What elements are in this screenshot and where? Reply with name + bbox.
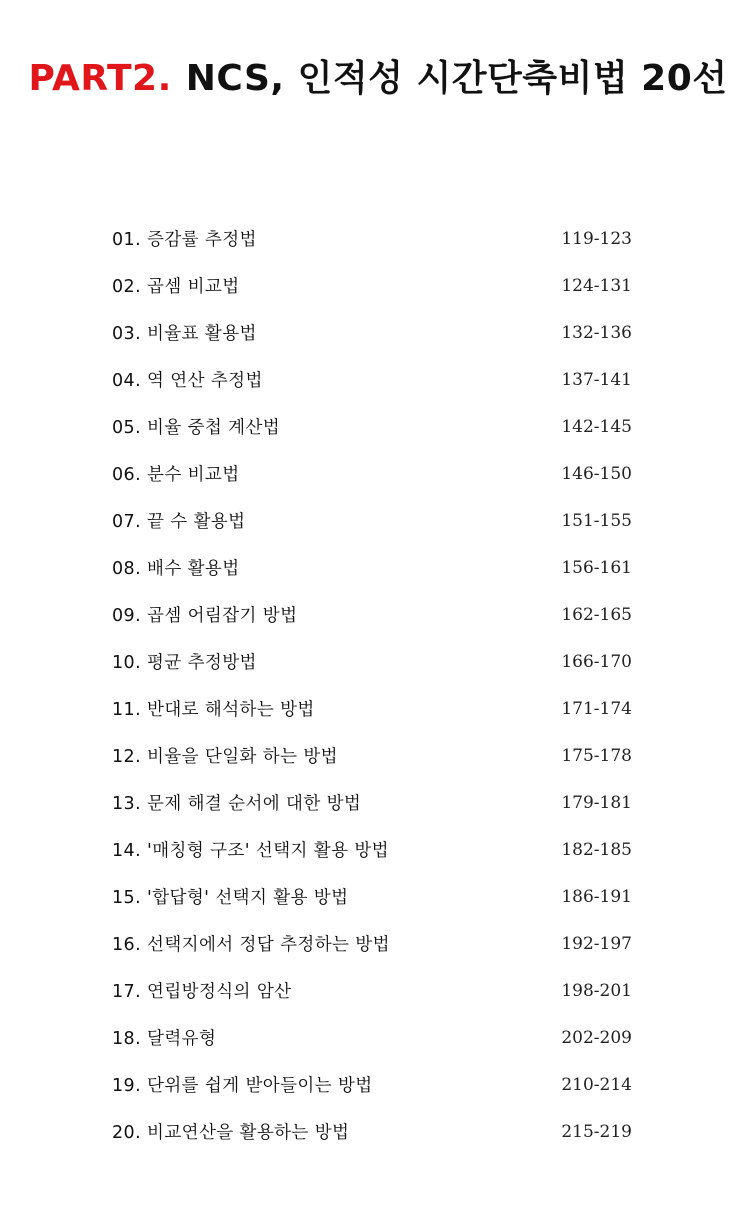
- toc-entry-title: 비율을 단일화 하는 방법: [147, 747, 338, 767]
- toc-entry-number: 12.: [112, 747, 142, 767]
- toc-entry-title: 배수 활용법: [147, 559, 240, 579]
- toc-entry-label: [112, 931, 390, 956]
- toc-entry-title: 문제 해결 순서에 대한 방법: [147, 794, 362, 814]
- toc-entry-pages: 182-185: [561, 839, 632, 860]
- toc-entry-number: 11.: [112, 700, 142, 720]
- toc-entry-number: 08.: [112, 559, 142, 579]
- toc-entry-pages: 146-150: [561, 463, 632, 484]
- toc-entry-number: 17.: [112, 982, 142, 1002]
- toc-entry-label: [112, 837, 389, 862]
- toc-row: [112, 920, 632, 967]
- part-label: PART2.: [28, 58, 172, 99]
- toc-entry-title: 비교연산을 활용하는 방법: [147, 1123, 350, 1143]
- toc-entry-number: 13.: [112, 794, 142, 814]
- toc-entry-title: 비율 중첩 계산법: [147, 418, 281, 438]
- toc-entry-title: 단위를 쉽게 받아들이는 방법: [147, 1076, 373, 1096]
- toc-entry-number: 16.: [112, 935, 142, 955]
- toc-row: [112, 638, 632, 685]
- toc-entry-label: [112, 461, 240, 486]
- toc-entry-pages: 166-170: [561, 651, 632, 672]
- toc-row: [112, 215, 632, 262]
- toc-entry-title: 역 연산 추정법: [147, 371, 263, 391]
- toc-entry-number: 07.: [112, 512, 142, 532]
- toc-entry-number: 19.: [112, 1076, 142, 1096]
- toc-row: [112, 544, 632, 591]
- toc-row: [112, 1061, 632, 1108]
- toc-entry-number: 04.: [112, 371, 142, 391]
- title-text: NCS, 인적성 시간단축비법 20선: [185, 58, 728, 99]
- toc-entry-pages: 156-161: [561, 557, 632, 578]
- toc-row: [112, 356, 632, 403]
- toc-entry-label: [112, 1119, 349, 1144]
- toc-entry-label: [112, 320, 257, 345]
- toc-entry-title: 평균 추정방법: [147, 653, 257, 673]
- toc-entry-number: 09.: [112, 606, 142, 626]
- toc-row: [112, 1108, 632, 1155]
- toc-entry-title: 선택지에서 정답 추정하는 방법: [147, 935, 390, 955]
- toc-entry-title: 증감률 추정법: [147, 230, 257, 250]
- toc-entry-title: '합답형' 선택지 활용 방법: [147, 888, 349, 908]
- toc-entry-pages: 175-178: [561, 745, 632, 766]
- toc-entry-number: 18.: [112, 1029, 142, 1049]
- toc-entry-pages: 124-131: [561, 275, 632, 296]
- toc-entry-pages: 151-155: [561, 510, 632, 531]
- toc-entry-pages: 202-209: [561, 1027, 632, 1048]
- toc-row: [112, 685, 632, 732]
- toc-entry-number: 02.: [112, 277, 142, 297]
- toc-entry-label: [112, 508, 245, 533]
- toc-entry-label: [112, 1025, 216, 1050]
- toc-entry-title: '매칭형 구조' 선택지 활용 방법: [147, 841, 389, 861]
- toc-entry-title: 곱셈 어림잡기 방법: [147, 606, 298, 626]
- toc-row: [112, 309, 632, 356]
- toc-entry-pages: 162-165: [561, 604, 632, 625]
- toc-entry-label: [112, 978, 291, 1003]
- toc-row: [112, 826, 632, 873]
- toc-row: [112, 591, 632, 638]
- toc-entry-number: 15.: [112, 888, 142, 908]
- toc-entry-title: 반대로 해석하는 방법: [147, 700, 315, 720]
- toc-row: [112, 403, 632, 450]
- toc-row: [112, 497, 632, 544]
- toc-entry-pages: 210-214: [561, 1074, 632, 1095]
- toc-entry-pages: 192-197: [561, 933, 632, 954]
- toc-entry-number: 05.: [112, 418, 142, 438]
- toc-entry-number: 01.: [112, 230, 142, 250]
- toc-entry-title: 연립방정식의 암산: [147, 982, 292, 1002]
- toc-entry-pages: 132-136: [561, 322, 632, 343]
- toc-entry-label: [112, 790, 361, 815]
- toc-entry-label: [112, 602, 297, 627]
- toc-row: [112, 779, 632, 826]
- toc-entry-title: 분수 비교법: [147, 465, 240, 485]
- toc-row: [112, 732, 632, 779]
- toc-row: [112, 262, 632, 309]
- toc-entry-pages: 137-141: [561, 369, 632, 390]
- toc-entry-number: 06.: [112, 465, 142, 485]
- toc-entry-label: [112, 649, 257, 674]
- toc-entry-label: [112, 273, 240, 298]
- toc-entry-title: 비율표 활용법: [147, 324, 257, 344]
- toc-entry-label: [112, 884, 348, 909]
- toc-row: [112, 1014, 632, 1061]
- toc-entry-label: [112, 414, 280, 439]
- toc-entry-title: 끝 수 활용법: [147, 512, 246, 532]
- table-of-contents: [112, 215, 632, 1155]
- toc-entry-number: 20.: [112, 1123, 142, 1143]
- toc-entry-label: [112, 696, 315, 721]
- toc-entry-label: [112, 367, 263, 392]
- toc-entry-number: 10.: [112, 653, 142, 673]
- toc-entry-label: [112, 743, 338, 768]
- toc-entry-title: 달력유형: [147, 1029, 217, 1049]
- toc-entry-pages: 179-181: [561, 792, 632, 813]
- toc-entry-title: 곱셈 비교법: [147, 277, 240, 297]
- toc-entry-pages: 142-145: [561, 416, 632, 437]
- toc-entry-pages: 171-174: [561, 698, 632, 719]
- toc-entry-pages: 186-191: [561, 886, 632, 907]
- toc-entry-pages: 215-219: [561, 1121, 632, 1142]
- toc-entry-label: [112, 226, 257, 251]
- toc-row: [112, 967, 632, 1014]
- toc-entry-label: [112, 555, 240, 580]
- toc-entry-number: 14.: [112, 841, 142, 861]
- toc-row: [112, 873, 632, 920]
- toc-row: [112, 450, 632, 497]
- toc-entry-pages: 198-201: [561, 980, 632, 1001]
- page-title: [0, 50, 756, 101]
- toc-entry-pages: 119-123: [561, 228, 632, 249]
- toc-entry-number: 03.: [112, 324, 142, 344]
- toc-entry-label: [112, 1072, 373, 1097]
